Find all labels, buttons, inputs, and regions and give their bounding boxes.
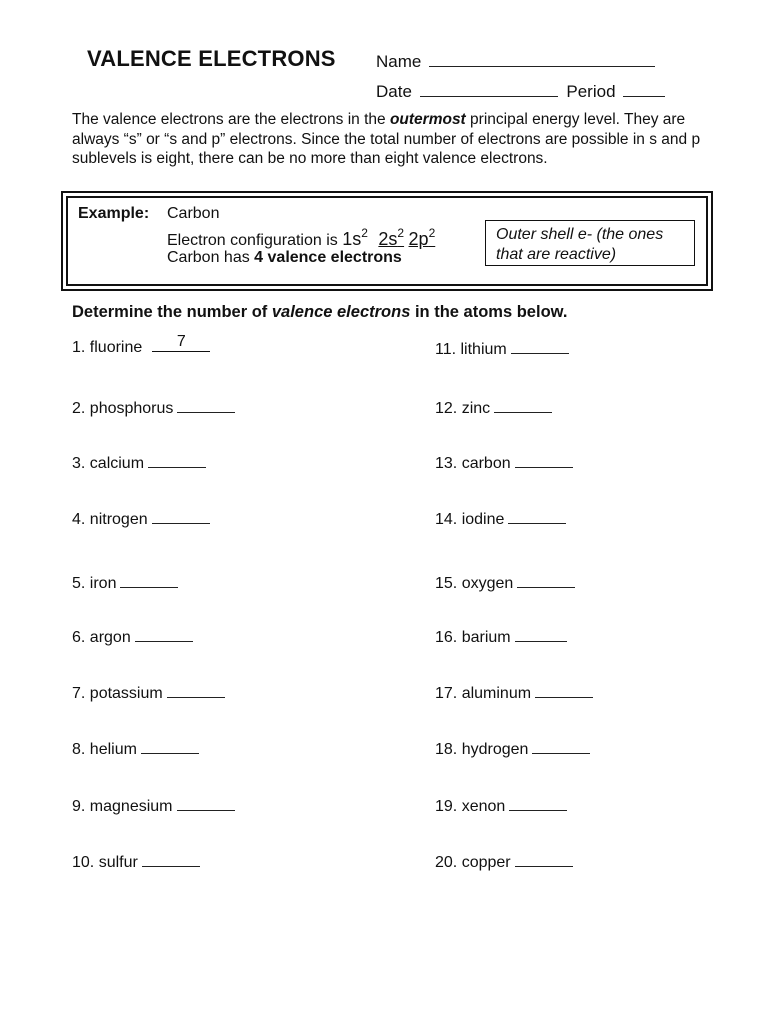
answer-blank[interactable] [142,852,200,867]
answer-blank[interactable] [511,339,569,354]
answer-blank[interactable] [494,398,552,413]
answer-blank[interactable] [135,627,193,642]
atom-label: 18. hydrogen [435,741,529,758]
config-2p: $2p^2$ [408,226,436,249]
atom-item [72,398,235,418]
example-element: Carbon [167,205,220,222]
config-1s-exp: 2 [361,226,368,240]
atom-item [435,683,593,703]
date-period-row [376,82,665,102]
date-blank[interactable] [420,82,558,97]
config-2s: $2s^2$ [378,226,405,249]
atom-label: 15. oxygen [435,575,514,592]
question-emphasis: valence electrons [271,303,411,321]
config-1s: 1s [342,229,362,249]
atom-item [435,739,590,759]
name-field[interactable] [376,52,655,72]
atom-label: 1. fluorine [72,339,143,356]
answer-blank[interactable] [141,739,199,754]
answer-blank[interactable] [515,453,573,468]
config-label: Electron configuration is [167,232,338,249]
atom-label: 14. iodine [435,511,505,528]
name-label: Name [376,52,422,71]
period-label: Period [566,82,616,101]
atom-item [72,333,210,358]
atom-label: 3. calcium [72,455,145,472]
atom-item [72,683,225,703]
example-label: Example: [78,205,150,222]
atom-item [72,509,210,529]
period-blank[interactable] [623,82,665,97]
outermost-emphasis: outermost [389,111,466,128]
answer-blank[interactable] [167,683,225,698]
atom-label: 2. phosphorus [72,400,174,417]
atom-item [435,852,573,872]
atom-label: 5. iron [72,575,117,592]
answer-blank[interactable] [532,739,590,754]
answer-blank[interactable] [515,852,573,867]
name-blank[interactable] [429,52,655,67]
atom-item [435,398,552,418]
question-heading: Determine the number of valence electrons in the atoms below. [72,303,568,321]
answer-blank[interactable] [517,573,575,588]
answer-blank[interactable] [148,453,206,468]
atom-label: 10. sulfur [72,854,138,871]
worksheet-title: VALENCE ELECTRONS [87,46,336,71]
atom-label: 13. carbon [435,455,511,472]
answer-blank[interactable] [120,573,178,588]
valence-count: 4 valence electrons [254,249,402,266]
atom-label: 19. xenon [435,798,506,815]
atom-label: 6. argon [72,629,131,646]
atom-label: 8. helium [72,741,137,758]
answer-blank[interactable] [177,796,235,811]
atom-label: 11. lithium [435,341,507,358]
electron-configuration [167,226,435,250]
atom-item [435,509,566,529]
atom-item [72,573,178,593]
intro-paragraph: The valence electrons are the electrons in the outermost principal energy level. They are always “s” or “s and p” electrons. Since the total number of electrons are possible in s and p sublevels is eight, there can be no more than eight valence electrons. [72,111,701,167]
atom-item [435,453,573,473]
answer-blank[interactable] [535,683,593,698]
atom-label: 9. magnesium [72,798,173,815]
atom-item [72,739,199,759]
outer-shell-callout: Outer shell e- (the ones that are reactive) [485,220,695,266]
answer-blank[interactable] [508,509,566,524]
atom-item [435,573,575,593]
atom-item [72,627,193,647]
atom-label: 4. nitrogen [72,511,148,528]
atom-item [435,339,569,359]
atom-label: 20. copper [435,854,511,871]
answer-blank[interactable] [509,796,567,811]
answer-blank[interactable] [515,627,567,642]
atom-label: 17. aluminum [435,685,532,702]
atom-item [435,627,567,647]
answer-field[interactable]: 7 [152,333,210,352]
atom-label: 7. potassium [72,685,163,702]
date-label: Date [376,82,412,101]
atom-label: 16. barium [435,629,511,646]
atom-item [435,796,567,816]
atom-item [72,453,206,473]
answer-blank[interactable] [152,509,210,524]
atom-label: 12. zinc [435,400,491,417]
atom-item [72,796,235,816]
carbon-summary: Carbon has 4 valence electrons [167,249,402,266]
answer-blank[interactable] [177,398,235,413]
atom-item [72,852,200,872]
